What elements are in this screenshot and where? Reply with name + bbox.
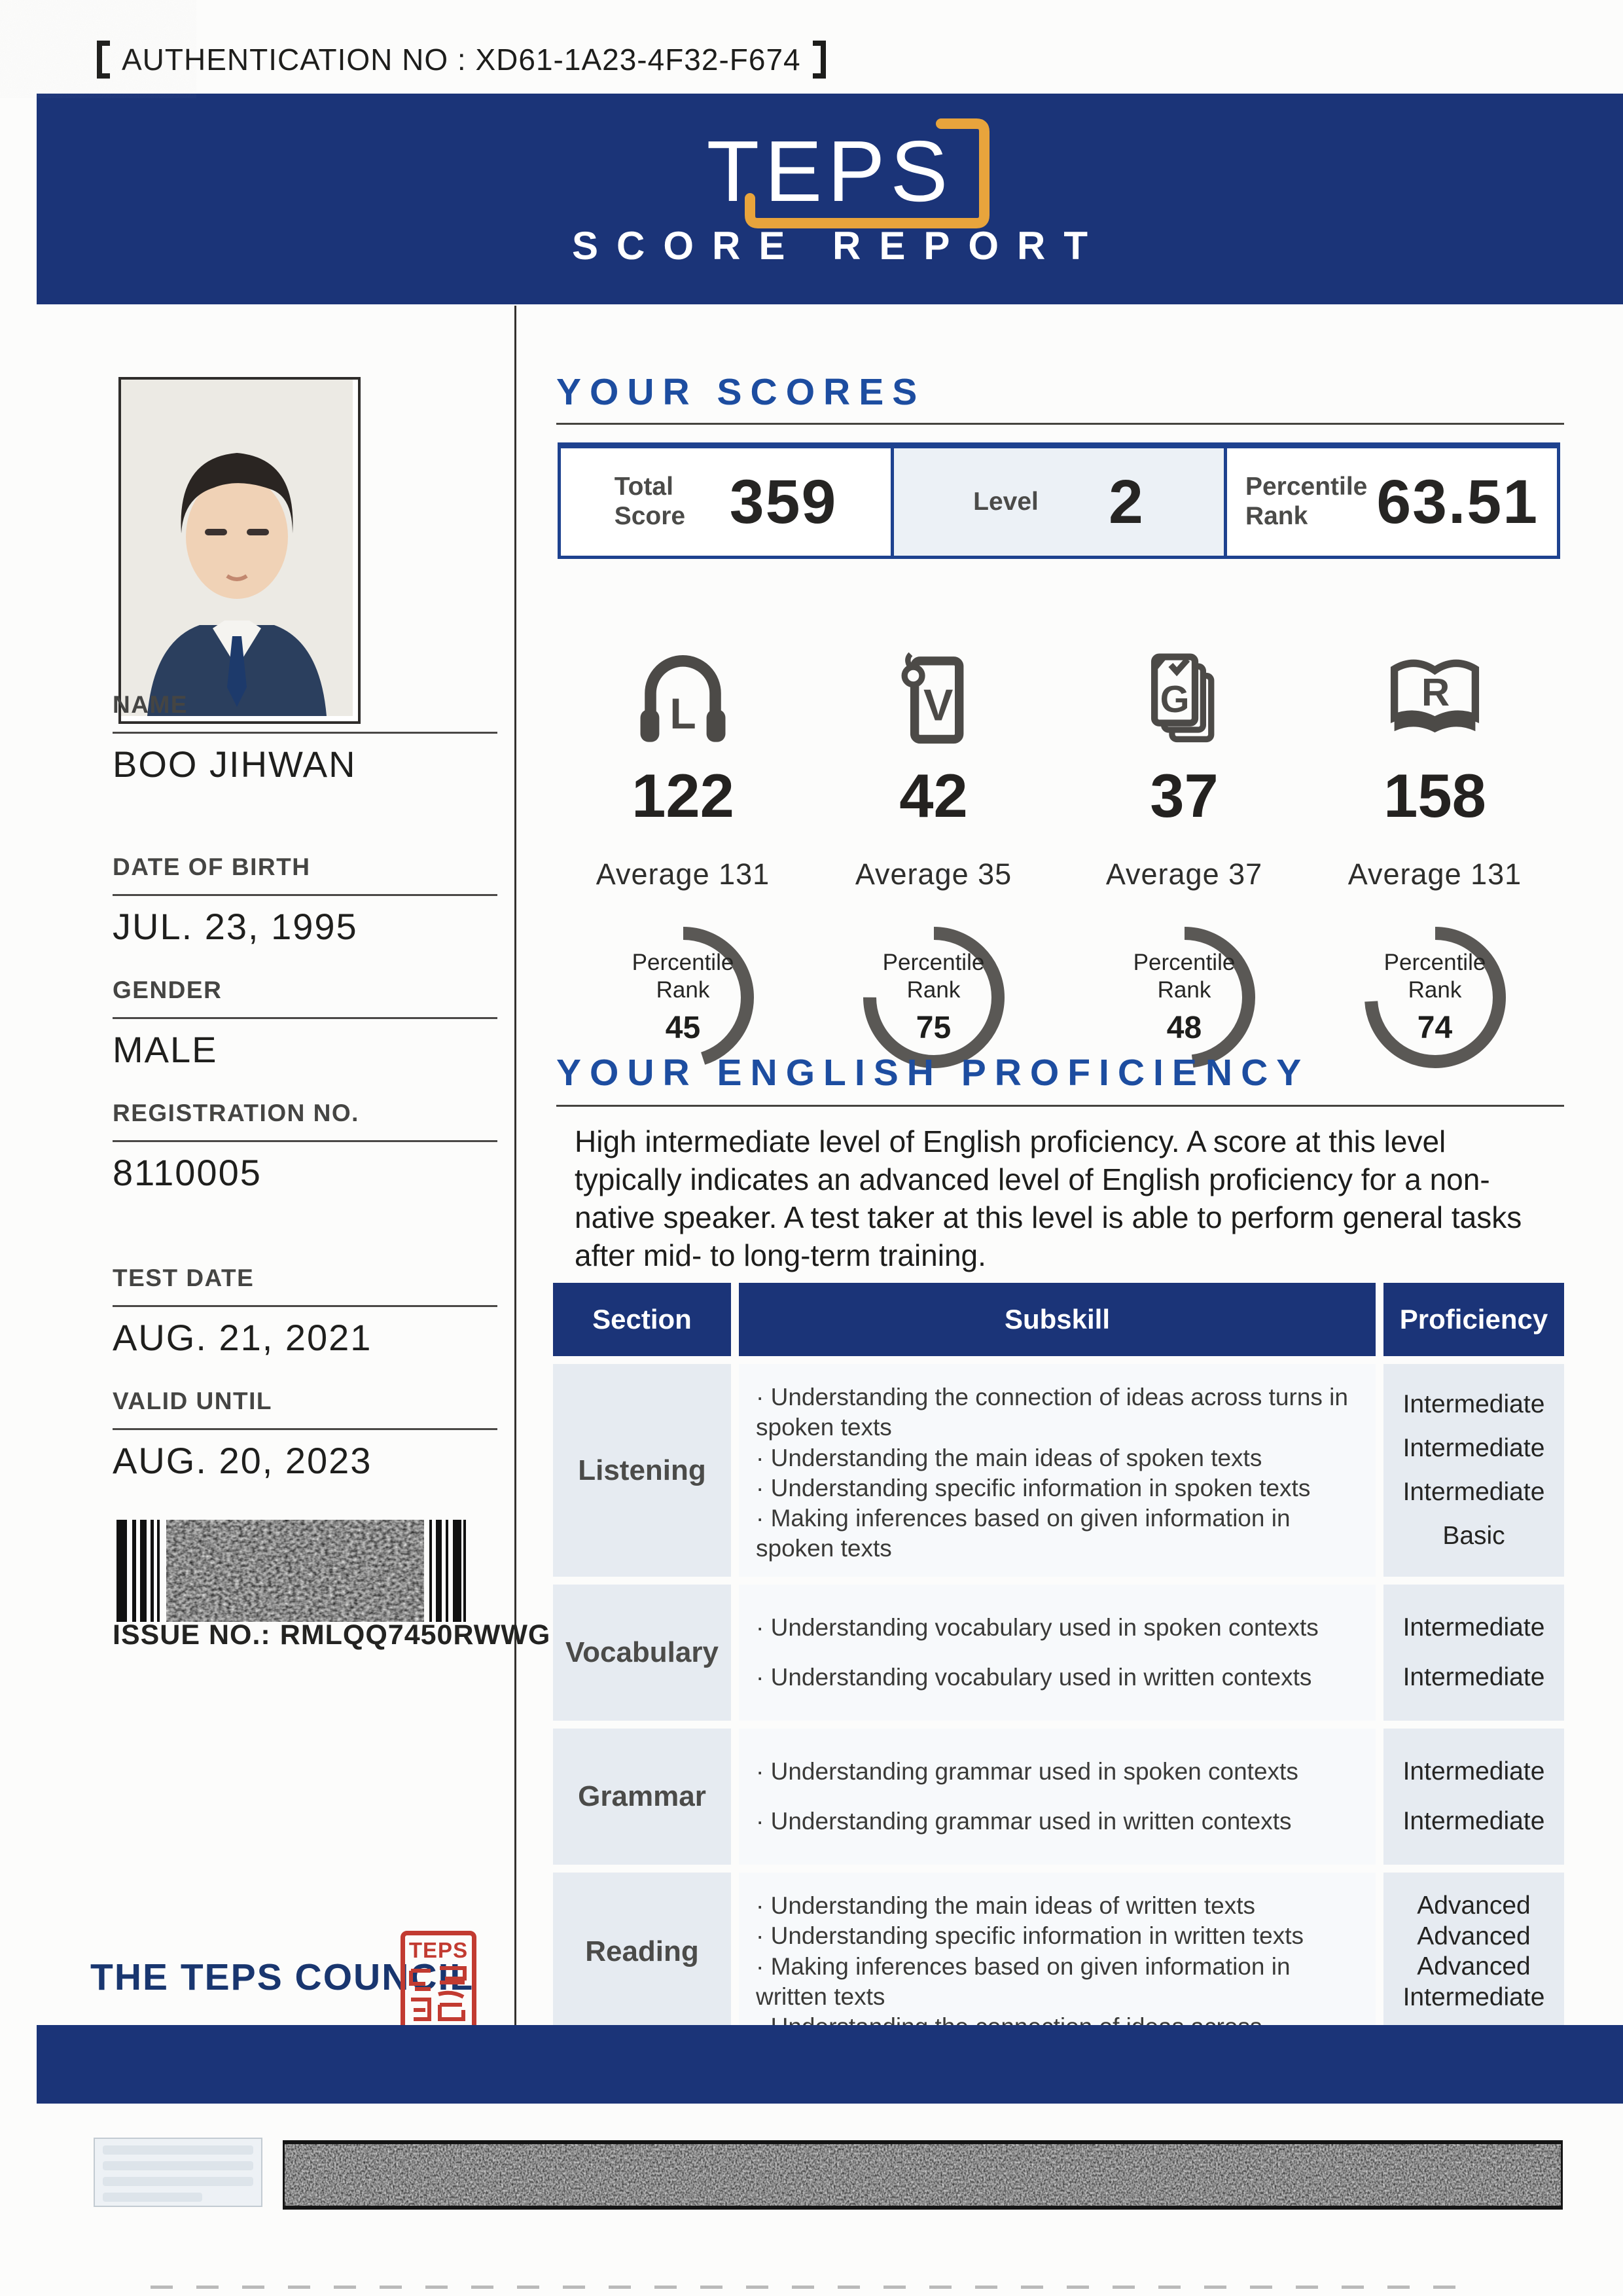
field-label: GENDER <box>113 977 223 1003</box>
reading-percentile-value: 74 <box>1417 1010 1453 1045</box>
proficiency-level: Intermediate <box>1402 1433 1545 1462</box>
field-value: AUG. 21, 2021 <box>113 1317 372 1358</box>
authentication-number: AUTHENTICATION NO : XD61-1A23-4F32-F674 <box>122 43 801 77</box>
row-section-name: Grammar <box>553 1729 731 1865</box>
proficiency-level: Intermediate <box>1402 1982 1545 2011</box>
proficiency-level: Intermediate <box>1402 1663 1545 1691</box>
section-reading <box>1310 627 1560 1073</box>
table-header-row <box>553 1283 1564 1356</box>
field-test-date <box>113 1265 497 1359</box>
issue-number <box>113 1619 550 1651</box>
vocabulary-percentile-value: 75 <box>916 1010 952 1045</box>
table-row-reading <box>553 1873 1564 2031</box>
reading-average: Average 131 <box>1347 857 1522 891</box>
issue-number-label: ISSUE NO.: <box>113 1619 271 1651</box>
score-summary-box <box>558 442 1560 559</box>
subskill-item: · Understanding vocabulary used in written contexts <box>756 1662 1363 1693</box>
issue-number-value: RMLQQ7450RWWG <box>279 1619 551 1651</box>
subskill-item: · Understanding vocabulary used in spoken contexts <box>756 1613 1363 1643</box>
svg-text:G: G <box>1160 679 1190 721</box>
scan-artifact-line <box>151 2286 1466 2289</box>
subskill-item: · Making inferences based on given information in spoken texts <box>756 1503 1363 1564</box>
section-scores-grid <box>558 627 1560 1073</box>
field-label: TEST DATE <box>113 1265 255 1291</box>
field-rule <box>113 1017 497 1019</box>
svg-text:L: L <box>669 689 696 738</box>
stamp-text: TEPS <box>408 1938 469 1962</box>
subskill-item: · Understanding the main ideas of spoken texts <box>756 1443 1363 1473</box>
proficiency-level: Intermediate <box>1402 1613 1545 1641</box>
row-proficiencies <box>1383 1585 1564 1721</box>
tag-V-icon <box>880 627 988 751</box>
proficiency-title: YOUR ENGLISH PROFICIENCY <box>556 1052 1310 1094</box>
table-row-listening <box>553 1364 1564 1577</box>
field-rule <box>113 1140 497 1142</box>
percentile-rank-label: Percentile Rank <box>1245 473 1368 530</box>
lenticular-bracket-right-icon <box>813 41 826 79</box>
vocabulary-average: Average 35 <box>855 857 1012 891</box>
grammar-score: 37 <box>1150 761 1219 830</box>
subskill-item: · Understanding grammar used in written contexts <box>756 1806 1363 1837</box>
svg-text:R: R <box>1421 670 1450 714</box>
field-label: VALID UNTIL <box>113 1388 272 1414</box>
listening-score: 122 <box>632 761 734 830</box>
authentication-line <box>97 41 826 79</box>
footer-band <box>37 2025 1623 2104</box>
faded-info-box <box>94 2138 262 2207</box>
field-value: JUL. 23, 1995 <box>113 906 358 947</box>
proficiency-level: Intermediate <box>1402 1390 1545 1418</box>
grammar-average: Average 37 <box>1105 857 1263 891</box>
barcode-icon <box>116 1520 466 1622</box>
svg-text:V: V <box>923 680 954 730</box>
row-subskills <box>739 1585 1376 1721</box>
scrambled-strip <box>283 2140 1563 2210</box>
field-value: MALE <box>113 1029 218 1070</box>
proficiency-level: Intermediate <box>1402 1757 1545 1785</box>
proficiency-level: Intermediate <box>1402 1478 1545 1507</box>
field-value: 8110005 <box>113 1152 262 1193</box>
header-section: Section <box>553 1283 731 1356</box>
field-label: DATE OF BIRTH <box>113 853 311 880</box>
grammar-percentile-gauge: Percentile Rank 48 <box>1109 922 1260 1073</box>
field-label: NAME <box>113 691 188 718</box>
vocabulary-percentile-gauge: Percentile Rank 75 <box>858 922 1010 1073</box>
row-proficiencies <box>1383 1873 1564 2031</box>
field-rule <box>113 894 497 896</box>
proficiency-table <box>553 1283 1564 2031</box>
proficiency-level: Advanced <box>1417 1922 1531 1950</box>
council-stamp <box>401 1931 476 2032</box>
reading-score: 158 <box>1383 761 1486 830</box>
header-proficiency: Proficiency <box>1383 1283 1564 1356</box>
total-score-label: Total Score <box>614 473 686 530</box>
percentile-rank-value: 63.51 <box>1376 467 1539 537</box>
level-label: Level <box>973 487 1039 516</box>
row-subskills <box>739 1729 1376 1865</box>
table-row-grammar <box>553 1729 1564 1865</box>
proficiency-level: Intermediate <box>1402 1807 1545 1835</box>
field-rule <box>113 1305 497 1307</box>
row-subskills <box>739 1873 1376 2031</box>
table-row-vocabulary <box>553 1585 1564 1721</box>
header-band <box>37 94 1623 304</box>
cards-G-icon <box>1130 627 1238 751</box>
header-subskill: Subskill <box>739 1283 1376 1356</box>
lenticular-bracket-left-icon <box>97 41 110 79</box>
section-listening <box>558 627 808 1073</box>
section-vocabulary <box>808 627 1059 1073</box>
field-name <box>113 691 497 785</box>
stamp-seal-script-icon <box>406 1963 471 2026</box>
subskill-item: · Understanding specific information in spoken texts <box>756 1473 1363 1503</box>
column-divider <box>514 306 516 2026</box>
field-value: AUG. 20, 2023 <box>113 1440 372 1481</box>
row-subskills <box>739 1364 1376 1577</box>
grammar-percentile-value: 48 <box>1166 1010 1202 1045</box>
book-R-icon <box>1381 627 1489 751</box>
vocabulary-score: 42 <box>899 761 968 830</box>
subskill-item: · Understanding specific information in written texts <box>756 1921 1363 1951</box>
row-section-name: Vocabulary <box>553 1585 731 1721</box>
listening-percentile-value: 45 <box>665 1010 701 1045</box>
council-name: THE TEPS COUNCIL <box>90 1956 474 1998</box>
proficiency-rule <box>556 1105 1564 1107</box>
total-score-value: 359 <box>729 467 838 537</box>
proficiency-level: Advanced <box>1417 1952 1531 1981</box>
your-scores-title: YOUR SCORES <box>556 371 926 413</box>
row-section-name: Reading <box>553 1873 731 2031</box>
proficiency-level: Basic <box>1442 1522 1505 1551</box>
logo-text: TEPS <box>706 123 954 219</box>
applicant-photo <box>118 377 361 724</box>
field-registration-no <box>113 1100 497 1194</box>
listening-average: Average 131 <box>596 857 770 891</box>
field-valid-until <box>113 1388 497 1482</box>
section-grammar <box>1059 627 1310 1073</box>
teps-logo <box>633 112 1026 230</box>
subskill-item: · Making inferences based on given information in written texts <box>756 1952 1363 2013</box>
level-value: 2 <box>1109 467 1145 537</box>
subskill-item: · Understanding the connection of ideas across turns in spoken texts <box>756 1382 1363 1443</box>
field-value: BOO JIHWAN <box>113 744 357 785</box>
headphones-L-icon <box>629 627 737 751</box>
reading-percentile-gauge: Percentile Rank 74 <box>1359 922 1511 1073</box>
total-score-cell <box>561 448 891 556</box>
your-scores-rule <box>556 423 1564 425</box>
level-cell <box>891 448 1224 556</box>
field-date-of-birth <box>113 853 497 948</box>
proficiency-level: Advanced <box>1417 1892 1531 1920</box>
field-label: REGISTRATION NO. <box>113 1100 359 1126</box>
field-rule <box>113 1428 497 1430</box>
proficiency-description: High intermediate level of English proficiency. A score at this level typically indicates an advanced level of English proficiency for a non-native speaker. A test taker at this level is able to perform general tasks after mid- to long-term training. <box>575 1124 1522 1272</box>
report-subtitle: SCORE REPORT <box>571 224 1107 268</box>
field-gender <box>113 977 497 1071</box>
subskill-item: · Understanding the main ideas of written texts <box>756 1891 1363 1921</box>
percentile-rank-cell <box>1224 448 1557 556</box>
field-rule <box>113 732 497 734</box>
row-section-name: Listening <box>553 1364 731 1577</box>
row-proficiencies <box>1383 1364 1564 1577</box>
subskill-item: · Understanding grammar used in spoken contexts <box>756 1757 1363 1787</box>
row-proficiencies <box>1383 1729 1564 1865</box>
listening-percentile-gauge: Percentile Rank 45 <box>607 922 759 1073</box>
